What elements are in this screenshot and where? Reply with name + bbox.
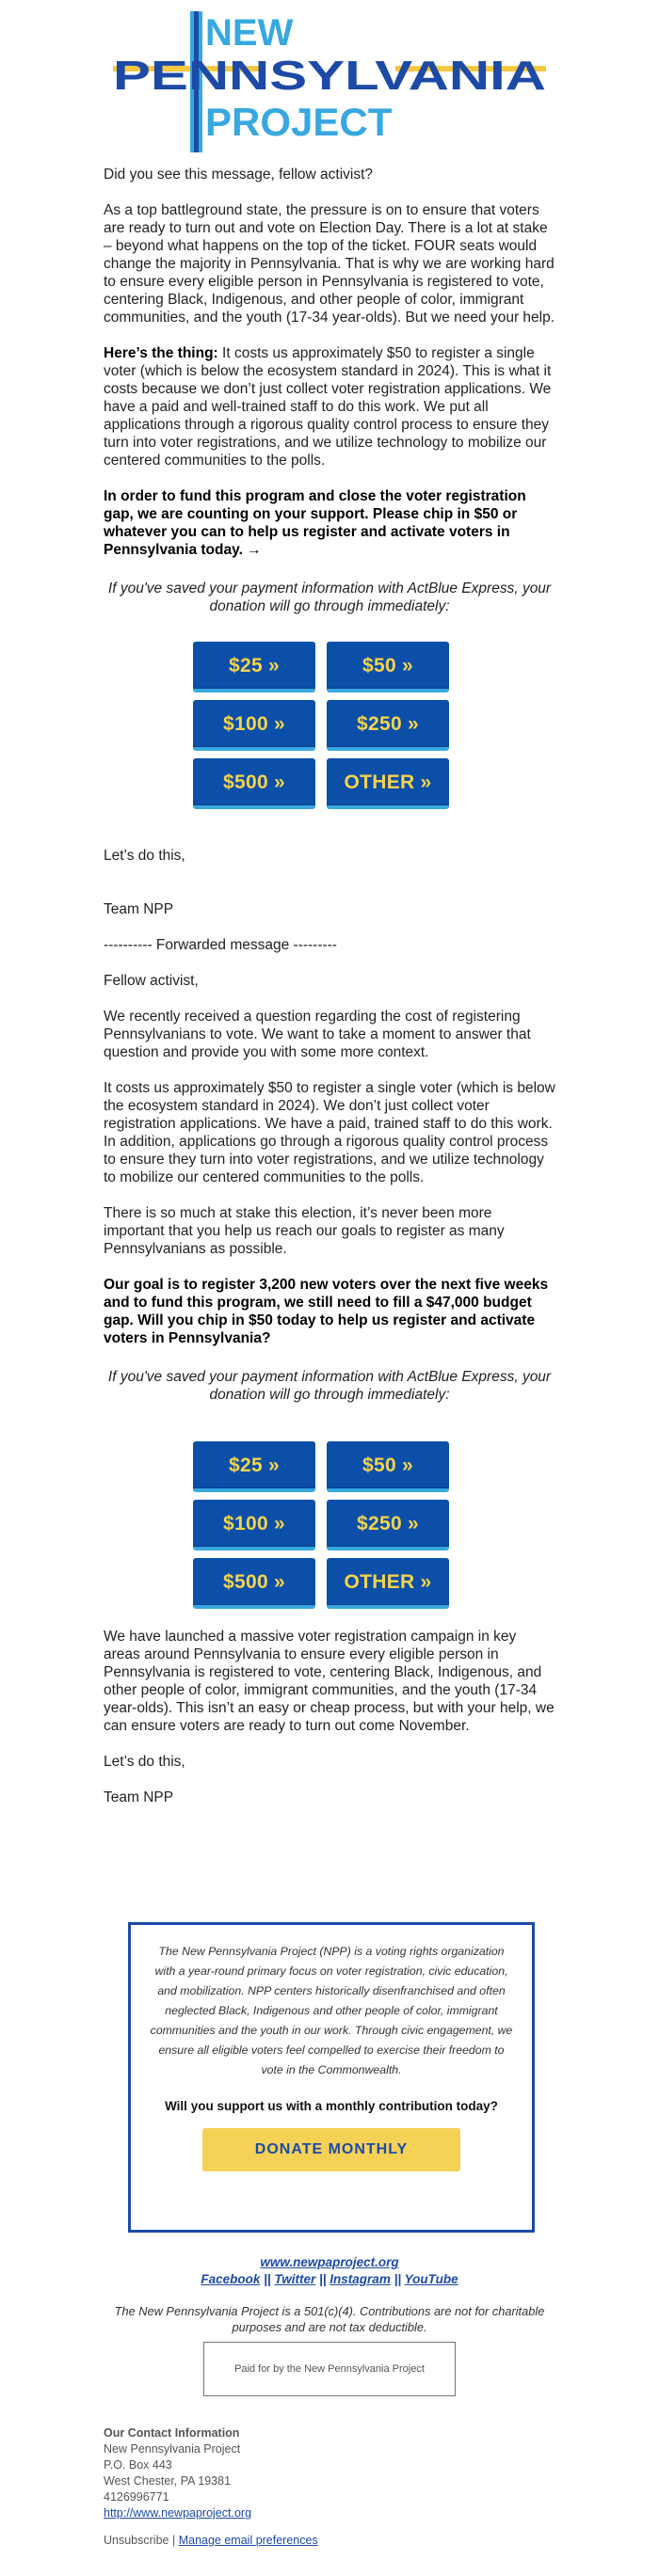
logo-line3: PROJECT [205, 100, 393, 144]
actblue-note: If you've saved your payment information with ActBlue Express, your donation will go through immediately: [107, 1369, 552, 1403]
website-link[interactable]: www.newpaproject.org [260, 2255, 399, 2269]
chevron-right-icon: » [267, 654, 280, 676]
paragraph-lead: Here’s the thing: [104, 345, 218, 361]
donate-100-button[interactable]: $100 » [193, 1500, 315, 1550]
separator: | [171, 2534, 176, 2547]
paragraph: It costs us approximately $50 to register a single voter (which is below the ecosystem standard in 2024). We don’t just collect voter registration applications. We have a paid, trained staff to do this work. In addition, applications go through a rigorous quality control process to ensure they turn into voter registrations, and we utilize technology to mobilize our centered communities to the polls. [104, 1080, 555, 1185]
chevron-right-icon: » [273, 771, 285, 793]
chevron-right-icon: » [273, 1570, 285, 1593]
logo-line2: PENNSYLVANIA [113, 53, 546, 99]
donate-other-button[interactable]: OTHER » [327, 1558, 449, 1609]
forwarded-greeting: Fellow activist, [104, 973, 199, 989]
chevron-right-icon: » [273, 712, 285, 735]
paid-for-disclaimer: Paid for by the New Pennsylvania Project [203, 2342, 456, 2396]
email-body [104, 166, 555, 1824]
contact-heading: Our Contact Information [104, 2426, 240, 2440]
logo-line1: NEW [205, 12, 294, 54]
contact-info [104, 2425, 555, 2521]
monthly-ask: Will you support us with a monthly contribution today? [165, 2099, 498, 2113]
donate-250-button[interactable]: $250 » [327, 700, 449, 751]
contact-line: West Chester, PA 19381 [104, 2474, 232, 2488]
donate-500-button[interactable]: $500 » [193, 1558, 315, 1609]
youtube-link[interactable]: YouTube [404, 2272, 458, 2286]
donate-500-button[interactable]: $500 » [193, 758, 315, 809]
nonprofit-disclaimer: The New Pennsylvania Project is a 501(c)(4). Contributions are not for charitable purposes and are not tax deductible. [114, 2304, 545, 2334]
signoff: Let’s do this, [104, 848, 185, 864]
signoff: Let’s do this, [104, 1754, 185, 1770]
goal-paragraph: Our goal is to register 3,200 new voters over the next five weeks and to fund this program, we still need to fill a $47,000 budget gap. Will you chip in $50 today to help us register and activate voters in Pennsylvania? [104, 1277, 549, 1346]
donate-50-button[interactable]: $50 » [327, 642, 449, 692]
donate-25-button[interactable]: $25 » [193, 642, 315, 692]
contact-line: New Pennsylvania Project [104, 2442, 241, 2456]
mission-box [128, 1922, 535, 2233]
actblue-note: If you've saved your payment information with ActBlue Express, your donation will go through immediately: [107, 580, 552, 614]
footer-links [104, 2254, 555, 2288]
donate-other-button[interactable]: OTHER » [327, 758, 449, 809]
signature: Team NPP [104, 901, 174, 917]
contact-line: 4126996771 [104, 2490, 169, 2504]
donation-button-grid [193, 642, 466, 809]
greeting: Did you see this message, fellow activist? [104, 167, 374, 183]
paragraph: We recently received a question regarding the cost of registering Pennsylvanians to vote. We want to take a moment to answer that question and provide you with some more context. [104, 1009, 531, 1060]
twitter-link[interactable]: Twitter [274, 2272, 316, 2286]
contact-line: P.O. Box 443 [104, 2458, 172, 2472]
donate-monthly-button[interactable]: DONATE MONTHLY [202, 2128, 460, 2171]
npp-logo [113, 11, 546, 152]
mission-statement: The New Pennsylvania Project (NPP) is a voting rights organization with a year-round primary focus on voter registration, civic education, and mobilization. NPP centers historically disenfranchised and often neglected Black, Indigenous and other people of color, immigrant communities and the youth in our work. Through civic engagement, we ensure all eligible voters feel compelled to exercise their freedom to vote in the Commonwealth. [150, 1945, 513, 2076]
donate-100-button[interactable]: $100 » [193, 700, 315, 751]
donation-button-grid [193, 1441, 466, 1609]
chevron-right-icon: » [407, 1512, 419, 1534]
chevron-right-icon: » [420, 1570, 432, 1593]
donate-25-button[interactable]: $25 » [193, 1441, 315, 1492]
chevron-right-icon: » [420, 771, 432, 793]
separator: || [264, 2272, 271, 2286]
donate-50-button[interactable]: $50 » [327, 1441, 449, 1492]
paragraph: We have launched a massive voter registration campaign in key areas around Pennsylvania to ensure every eligible person in Pennsylvania is registered to vote, centering Black, Indigenous, and other people of color, immigrant communities, and the youth (17-34 year-olds). This isn’t an easy or cheap process, but with your help, we can ensure voters are ready to turn out come November. [104, 1629, 555, 1734]
instagram-link[interactable]: Instagram [330, 2272, 391, 2286]
unsubscribe-link[interactable]: Unsubscribe [104, 2534, 169, 2547]
paragraph: There is so much at stake this election, it’s never been more important that you help us reach our goals to register as many Pennsylvanians as possible. [104, 1205, 505, 1257]
facebook-link[interactable]: Facebook [201, 2272, 261, 2286]
call-to-action: In order to fund this program and close the voter registration gap, we are counting on your support. Please chip in $50 or whatever you can to help us register and activate voters in Pennsylvania today. → [104, 488, 526, 558]
donate-250-button[interactable]: $250 » [327, 1500, 449, 1550]
chevron-right-icon: » [407, 712, 419, 735]
signature: Team NPP [104, 1789, 174, 1805]
paragraph [104, 344, 555, 469]
forwarded-divider: ---------- Forwarded message --------- [104, 937, 337, 953]
separator: || [394, 2272, 402, 2286]
paragraph: As a top battleground state, the pressure is on to ensure that voters are ready to turn out and vote on Election Day. There is a lot at stake – beyond what happens on the top of the ticket. FOUR seats would change the majority in Pennsylvania. That is why we are working hard to ensure every eligible person in Pennsylvania is registered to vote, centering Black, Indigenous, and other people of color, immigrant communities, and the youth (17-34 year-olds). But we need your help. [104, 202, 555, 326]
separator: || [318, 2272, 327, 2286]
paragraph-body: It costs us approximately $50 to register a single voter (which is below the ecosystem standard in 2024). This is what it costs because we don’t just collect voter registration applications. We have a paid and well-trained staff to do this work. We put all applications through a rigorous quality control process to ensure they turn into voter registrations, and we utilize technology to mobilize our centered communities to the polls. [104, 345, 552, 469]
manage-preferences-link[interactable]: Manage email preferences [178, 2534, 318, 2547]
unsubscribe-row [104, 2534, 555, 2547]
chevron-right-icon: » [401, 654, 413, 676]
chevron-right-icon: » [401, 1454, 413, 1476]
chevron-right-icon: » [267, 1454, 280, 1476]
chevron-right-icon: » [273, 1512, 285, 1534]
contact-url-link[interactable]: http://www.newpaproject.org [104, 2506, 252, 2520]
